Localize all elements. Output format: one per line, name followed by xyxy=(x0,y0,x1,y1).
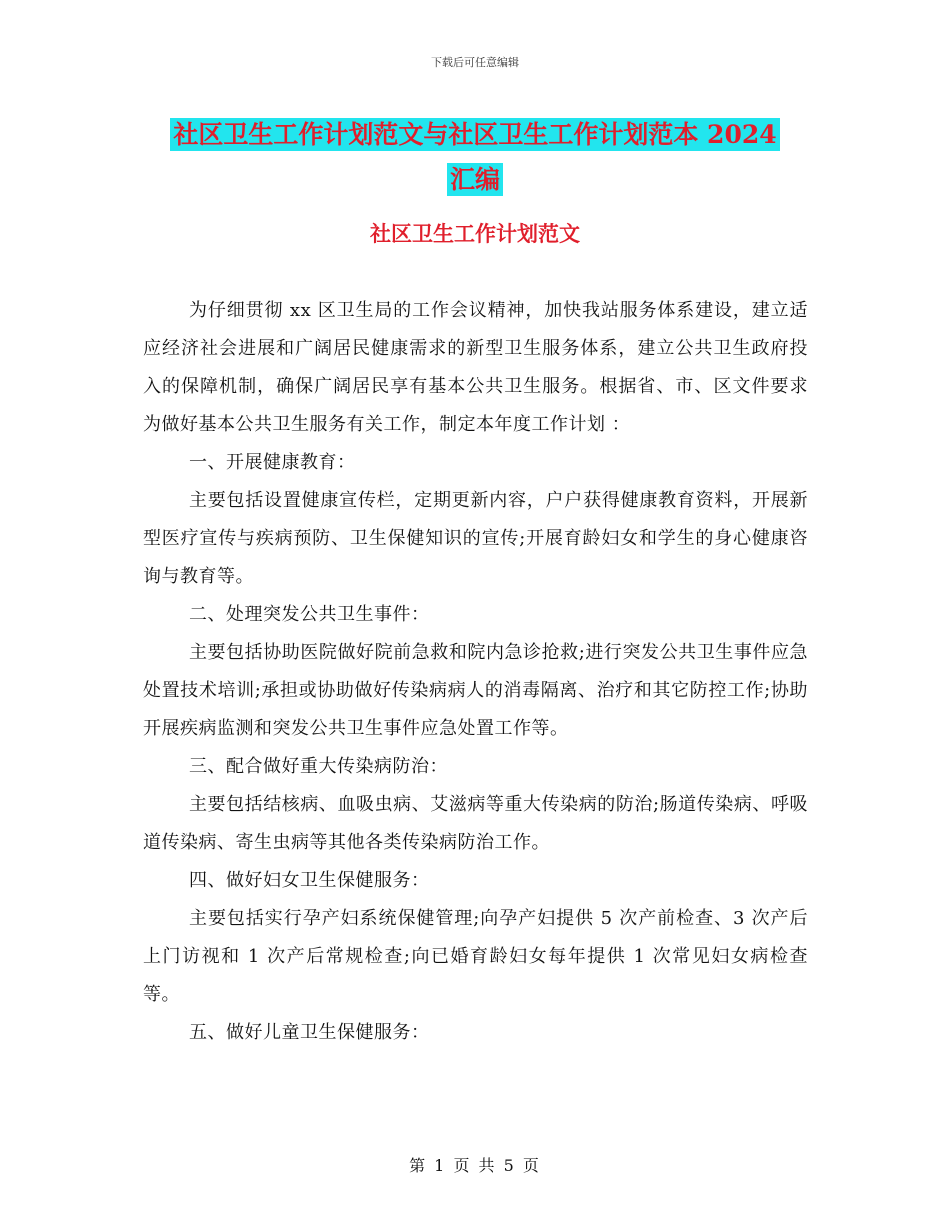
section-title: 社区卫生工作计划范文 xyxy=(370,221,580,246)
heading-item-3: 三、配合做好重大传染病防治： xyxy=(189,756,448,777)
paragraph-item-4: 主要包括实行孕产妇系统保健管理;向孕产妇提供 5 次产前检查、3 次产后上门访视和 1 次产后常规检查;向已婚育龄妇女每年提供 1 次常见妇女病检查等。 xyxy=(143,908,808,1005)
document-title xyxy=(0,112,950,202)
document-body xyxy=(143,292,808,1052)
header-note: 下载后可任意编辑 xyxy=(431,56,519,69)
heading-item-5: 五、做好儿童卫生保健服务： xyxy=(189,1022,430,1043)
document-title-line-2: 汇编 xyxy=(447,163,503,196)
heading-item-1: 一、开展健康教育： xyxy=(189,452,356,473)
paragraph-item-3: 主要包括结核病、血吸虫病、艾滋病等重大传染病的防治;肠道传染病、呼吸道传染病、寄生虫病等其他各类传染病防治工作。 xyxy=(143,794,808,853)
page-footer: 第 1 页 共 5 页 xyxy=(409,1156,541,1175)
paragraph-intro: 为仔细贯彻 xx 区卫生局的工作会议精神，加快我站服务体系建设，建立适应经济社会进展和广阔居民健康需求的新型卫生服务体系，建立公共卫生政府投入的保障机制，确保广阔居民享有基本公共卫生服务。根据省、市、区文件要求为做好基本公共卫生服务有关工作，制定本年度工作计划 ： xyxy=(143,300,808,435)
document-title-line-1: 社区卫生工作计划范文与社区卫生工作计划范本 2024 xyxy=(170,118,779,151)
paragraph-item-2: 主要包括协助医院做好院前急救和院内急诊抢救;进行突发公共卫生事件应急处置技术培训;承担或协助做好传染病病人的消毒隔离、治疗和其它防控工作;协助开展疾病监测和突发公共卫生事件应急处置工作等。 xyxy=(143,642,808,739)
paragraph-item-1: 主要包括设置健康宣传栏，定期更新内容，户户获得健康教育资料，开展新型医疗宣传与疾病预防、卫生保健知识的宣传;开展育龄妇女和学生的身心健康咨询与教育等。 xyxy=(143,490,808,587)
heading-item-4: 四、做好妇女卫生保健服务： xyxy=(189,870,430,891)
heading-item-2: 二、处理突发公共卫生事件： xyxy=(189,604,430,625)
